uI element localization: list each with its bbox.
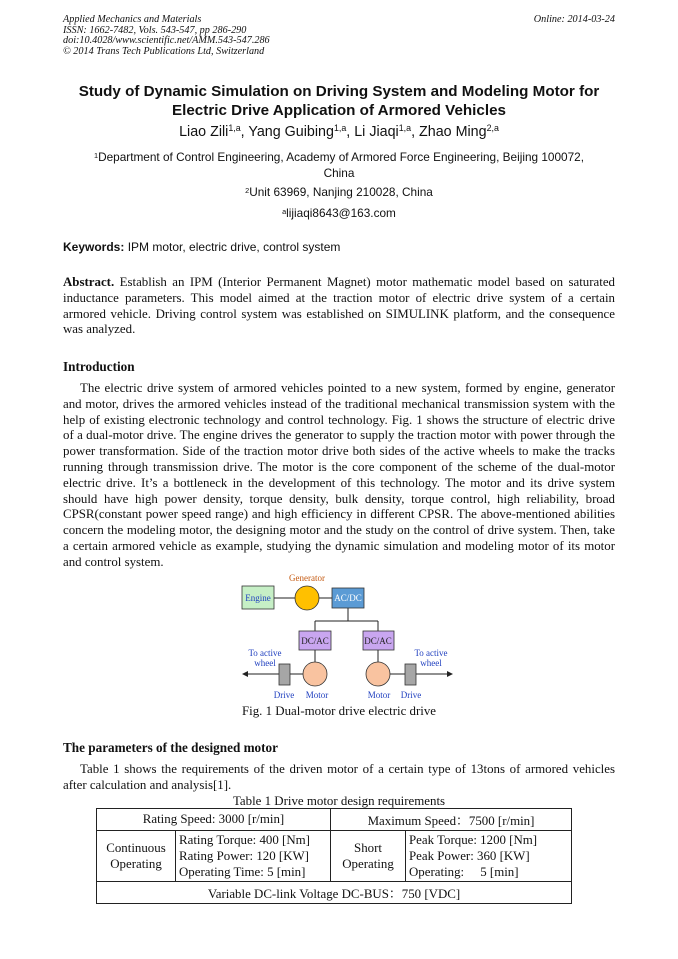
affiliation-1: [70, 149, 608, 181]
rating-torque: Rating Torque: 400 [Nm]: [179, 833, 310, 847]
online-date: Online: 2014-03-24: [533, 14, 615, 25]
drive-left-label: Drive: [273, 690, 295, 700]
dcac-left-label: DC/AC: [301, 636, 329, 646]
introduction-text: The electric drive system of armored vehicles pointed to a new system, formed by engine, generator and motor, drives the armored vehicles instead of the traditional mechanical transmission system with the help of existing electronic technology and control technology. Fig. 1 shows the structure of electric drive of a dual-motor drive. The engine drives the generator to supply the traction motor with power through the power transformation. Side of the traction motor drive both sides of the active wheels to make the tracks running through transmission drive. The motor is the core component of the scheme of the dual-motor electric drive. It’s a bottleneck in the development of this technology. The motor and its drive system should have high power density, torque density, bulk density, torque control, high reliability, broad CPSR(constant power speed range) and high efficiency in different CPSR. The above-mentioned abilities concern the modeling motor, the designing motor and the study on the control of drive system. Then, take a certain armored vehicle as example, studying the dynamic simulation and modeling motor of its motor and control system.: [63, 381, 615, 569]
dual-motor-drive-diagram: [238, 571, 458, 707]
operating-label: Operating: [110, 857, 162, 871]
affiliation-sup: 1: [94, 150, 99, 160]
short-operating-cell: [331, 831, 406, 882]
parameters-heading: The parameters of the designed motor: [63, 740, 278, 755]
arrowhead-left: [242, 671, 248, 677]
copyright: © 2014 Trans Tech Publications Ltd, Switzerland: [63, 45, 265, 57]
abstract: [63, 275, 615, 338]
short-values-cell: [406, 831, 572, 882]
motor-left-circle: [303, 662, 327, 686]
author-email: [70, 205, 608, 221]
arrowhead-right: [447, 671, 453, 677]
author-sup: 2,a: [486, 122, 499, 133]
journal-header: [63, 15, 615, 57]
email-text: lijiaqi8643@163.com: [286, 206, 396, 220]
paper-title: [40, 82, 638, 120]
author-sup: 1,a: [228, 122, 241, 133]
parameters-text: Table 1 shows the requirements of the driven motor of a certain type of 13tons of armored vehicles after calculation and analysis[1].: [63, 762, 615, 792]
engine-label: Engine: [245, 593, 271, 603]
author-sup: 1,a: [333, 122, 347, 133]
motor-right-circle: [366, 662, 390, 686]
drive-right-box: [405, 664, 416, 685]
continuous-label: Continuous: [106, 841, 166, 855]
title-line-2: Electric Drive Application of Armored Vehicles: [172, 102, 506, 119]
affiliation-2: [70, 184, 608, 200]
keywords-text: IPM motor, electric drive, control system: [127, 240, 341, 254]
author-name: Yang Guibing: [248, 124, 334, 140]
keywords: [63, 240, 615, 254]
continuous-operating-time: Operating Time: 5 [min]: [179, 865, 306, 879]
table-row: [97, 831, 572, 882]
to-active-wheel-right-line2: wheel: [420, 658, 442, 668]
to-active-wheel-left-line1: To active: [248, 648, 282, 658]
author-name: Li Jiaqi: [354, 124, 399, 140]
affiliation-2-text: Unit 63969, Nanjing 210028, China: [249, 185, 433, 199]
operating-label: Operating: [342, 857, 394, 871]
table-1-caption: Table 1 Drive motor design requirements: [232, 794, 446, 808]
abstract-text: Establish an IPM (Interior Permanent Magnet) motor mathematic model based on saturated inductance parameters. This model aimed at the traction motor of electric drive system of a certain armored vehicle. Driving control system was established on SIMULINK platform, and the consequence was analyzed.: [63, 275, 615, 337]
to-active-wheel-left-line2: wheel: [254, 658, 276, 668]
short-operating-time: Operating: 5 [min]: [409, 865, 519, 879]
figure-1-caption: Fig. 1 Dual-motor drive electric drive: [241, 704, 436, 718]
rating-power: Rating Power: 120 [KW]: [179, 849, 309, 863]
peak-torque: Peak Torque: 1200 [Nm]: [409, 833, 538, 847]
dcac-right-label: DC/AC: [364, 636, 392, 646]
abstract-label: Abstract.: [63, 275, 115, 289]
email-sup: a: [282, 206, 287, 216]
generator-label: Generator: [289, 573, 325, 583]
dc-bus-voltage-cell: Variable DC-link Voltage DC-BUS：750 [VDC]: [97, 882, 572, 904]
drive-motor-requirements-table: [96, 808, 572, 904]
author-list: Liao Zili$^{1,a}$, Yang Guibing$^{1,a}$, Li Jiaqi$^{1,a}$, Zhao Ming$^{2,a}$: [179, 122, 499, 140]
short-label: Short: [354, 841, 382, 855]
affiliation-1-line-2: China: [323, 166, 355, 180]
motor-left-label: Motor: [305, 690, 329, 700]
affiliation-sup: 2: [245, 185, 250, 195]
max-speed-cell: Maximum Speed：7500 [r/min]: [331, 809, 572, 831]
drive-left-box: [279, 664, 290, 685]
drive-right-label: Drive: [400, 690, 422, 700]
journal-name: Applied Mechanics and Materials: [63, 14, 202, 25]
title-line-1: Study of Dynamic Simulation on Driving System and Modeling Motor for: [78, 83, 600, 100]
table-row: [97, 882, 572, 904]
keywords-label: Keywords:: [63, 240, 125, 254]
introduction-heading: Introduction: [63, 359, 135, 374]
continuous-values-cell: [176, 831, 331, 882]
author-name: Liao Zili: [179, 124, 229, 140]
affiliation-1-line-1: Department of Control Engineering, Academy of Armored Force Engineering, Beijing 100072,: [98, 150, 584, 164]
rating-speed-cell: Rating Speed: 3000 [r/min]: [97, 809, 331, 831]
to-active-wheel-right-line1: To active: [414, 648, 448, 658]
generator-circle: [295, 586, 319, 610]
acdc-label: AC/DC: [334, 593, 362, 603]
issn: ISSN: 1662-7482, Vols. 543-547, pp 286-290: [63, 24, 247, 36]
doi: doi:10.4028/www.scientific.net/AMM.543-547.286: [63, 35, 270, 47]
continuous-operating-cell: [97, 831, 176, 882]
table-row: [97, 809, 572, 831]
author-name: Zhao Ming: [419, 124, 487, 140]
author-sup: 1,a: [398, 122, 412, 133]
motor-right-label: Motor: [367, 690, 391, 700]
peak-power: Peak Power: 360 [KW]: [409, 849, 530, 863]
